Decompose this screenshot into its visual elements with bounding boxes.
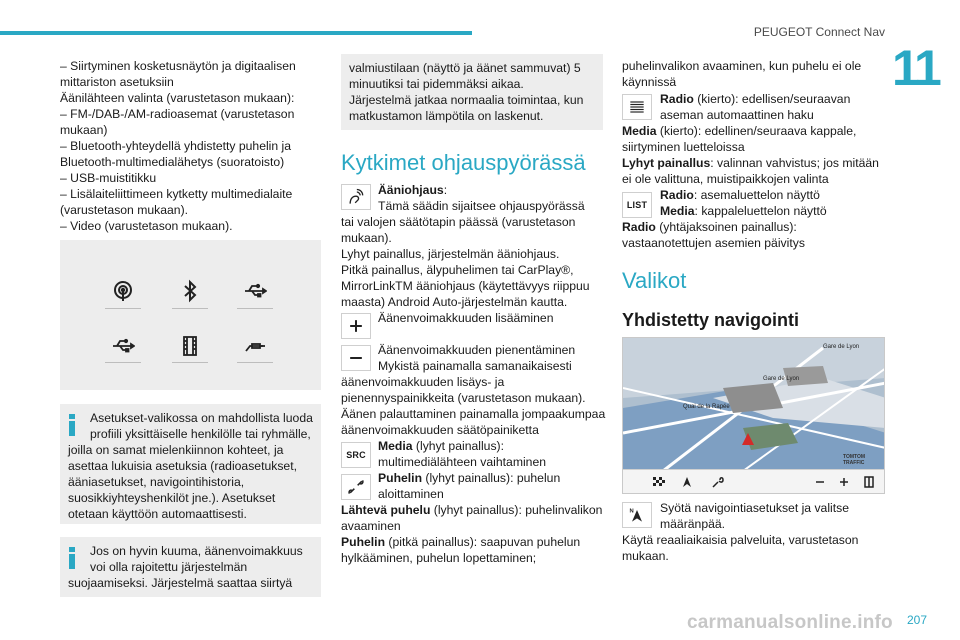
- voice-title: Ääniohjaus:: [378, 183, 448, 197]
- map-label: Gare de Lyon: [763, 376, 800, 382]
- text-line: määränpää.: [660, 517, 726, 531]
- text-line: vastaanotettujen asemien päivitys: [622, 236, 805, 250]
- text-line: mukaan.: [622, 549, 669, 563]
- page-number: 207: [907, 613, 928, 627]
- info-text: Jos on hyvin kuuma, äänenvoimakkuus: [90, 544, 303, 558]
- header-title: PEUGEOT Connect Nav: [753, 25, 885, 39]
- text-line: Äänen palauttaminen painamalla jompaakumpaa: [341, 407, 606, 421]
- text-line: Radio: asemaluettelon näyttö: [660, 188, 820, 202]
- subheading-connected-navigation: Yhdistetty navigointi: [622, 310, 800, 330]
- volume-up-key: [341, 313, 371, 339]
- chapter-number: 11: [892, 40, 939, 96]
- volume-up-text: Äänenvoimakkuuden lisääminen: [378, 311, 554, 325]
- text-line: Puhelin (pitkä painallus): saapuvan puhelun: [341, 535, 581, 549]
- phone-text: Puhelin (lyhyt painallus): puhelun: [378, 471, 561, 485]
- video-icon: [172, 328, 208, 364]
- text-line: mittariston asetuksiin: [60, 75, 174, 89]
- info-text: valmiustilaan (näyttö ja äänet sammuvat) 5: [349, 61, 581, 75]
- list-key: LIST: [622, 192, 652, 218]
- section-heading-menus: Valikot: [622, 268, 687, 293]
- divider: [237, 308, 273, 309]
- text-line: – FM-/DAB-/AM-radioasemat (varustetason: [60, 107, 295, 121]
- info-text: voi olla rajoitettu järjestelmän: [90, 560, 248, 574]
- divider: [172, 308, 208, 309]
- text-line: Äänilähteen valinta (varustetason mukaan):: [60, 91, 295, 105]
- text-line: Media (kierto): edellinen/seuraava kappale,: [622, 124, 857, 138]
- podcast-icon: [105, 273, 141, 309]
- info-text: suojaamiseksi. Järjestelmä saattaa siirtyä: [68, 576, 293, 590]
- phone-key: [341, 474, 371, 500]
- map-label: Quai de la Rapée: [683, 404, 730, 410]
- map-label: Gare de Lyon: [823, 344, 860, 350]
- aux-jack-icon: [237, 328, 273, 364]
- column-1: [60, 58, 324, 234]
- text-line: Mykistä painamalla samanaikaisesti: [378, 359, 572, 373]
- tomtom-traffic-logo: TOMTOM TRAFFIC: [843, 454, 866, 466]
- text-line: äänenvoimakkuuden säätöpainiketta: [341, 423, 539, 437]
- info-text: Järjestelmä jatkaa normaalia toimintaa, kun: [349, 93, 584, 107]
- text-line: (varustetason mukaan).: [60, 203, 189, 217]
- info-text: Asetukset-valikossa on mahdollista luoda: [90, 411, 313, 425]
- text-line: hylkääminen, puhelun lopettaminen;: [341, 551, 537, 565]
- watermark: carmanualsonline.info: [687, 612, 893, 633]
- divider: [105, 308, 141, 309]
- thumbwheel-key: [622, 94, 652, 120]
- text-line: Pitkä painallus, älypuhelimen tai CarPlay®,: [341, 263, 574, 277]
- bluetooth-icon: [172, 273, 208, 309]
- text-line: pienennyspainikkeita (varustetason mukaan).: [341, 391, 586, 405]
- src-key: SRC: [341, 442, 371, 468]
- text-line: – Lisälaiteliittimeen kytketty multimedialaite: [60, 187, 293, 201]
- text-line: multimediälähteen vaihtaminen: [378, 455, 547, 469]
- text-line: Radio (yhtäjaksoinen painallus):: [622, 220, 797, 234]
- info-text: joilla on samat mielenkiinnon kohteet, ja: [68, 443, 284, 457]
- info-text: ääniasetukset, navigointihistoria,: [68, 475, 245, 489]
- text-line: äänenvoimakkuuden lisäys- ja: [341, 375, 505, 389]
- info-text: suosikkiyhteyshenkilöt jne.). Asetukset: [68, 491, 276, 505]
- divider: [237, 362, 273, 363]
- text-line: ei ole valittuna, muistipaikkojen valinta: [622, 172, 829, 186]
- text-line: Tämä säädin sijaitsee ohjauspyörässä: [378, 199, 585, 213]
- text-line: – Siirtyminen kosketusnäytön ja digitaalisen: [60, 59, 296, 73]
- nav-toolbar: [623, 469, 884, 493]
- text-line: Äänenvoimakkuuden pienentäminen: [378, 343, 576, 357]
- text-line: aloittaminen: [378, 487, 444, 501]
- text-line: Lähtevä puhelu (lyhyt painallus): puhelinvalikon: [341, 503, 603, 517]
- text-line: avaaminen: [341, 519, 401, 533]
- text-line: siirtyminen luetteloissa: [622, 140, 745, 154]
- text-line: mukaan): [60, 123, 108, 137]
- text-line: puhelinvalikon avaaminen, kun puhelu ei ole: [622, 59, 862, 73]
- info-icon: [69, 547, 75, 569]
- divider: [105, 362, 141, 363]
- text-line: maasta) Android Auto-järjestelmän kautta.: [341, 295, 568, 309]
- section-heading-steering-switches: Kytkimet ohjauspyörässä: [341, 150, 586, 175]
- info-box-continued: [341, 54, 603, 130]
- info-text: minuutiksi tai pidemmäksi aikaa.: [349, 77, 524, 91]
- volume-down-key: [341, 345, 371, 371]
- info-box-heat: [60, 537, 321, 597]
- navigation-key: [622, 502, 652, 528]
- text-line: Media: kappaleluettelon näyttö: [660, 204, 827, 218]
- text-line: – Video (varustetason mukaan).: [60, 219, 233, 233]
- map-graphic: [623, 338, 885, 471]
- navigation-map-screenshot: [622, 337, 885, 494]
- media-text: Media (lyhyt painallus):: [378, 439, 504, 453]
- usb-icon: [105, 328, 141, 364]
- text-line: Lyhyt painallus, järjestelmän ääniohjaus.: [341, 247, 560, 261]
- text-line: Lyhyt painallus: valinnan vahvistus; jos mitään: [622, 156, 879, 170]
- info-text: otetaan käyttöön automaattisesti.: [68, 507, 247, 521]
- voice-control-key: [341, 184, 371, 210]
- usb-icon: [237, 273, 273, 309]
- text-line: – Bluetooth-yhteydellä yhdistetty puhelin ja: [60, 139, 292, 153]
- text-line: tai valojen säätötapin päässä (varustetason: [341, 215, 576, 229]
- info-text: asettaa lukuisia asetuksia (radioasetukset,: [68, 459, 297, 473]
- audio-source-icons-panel: [60, 240, 321, 390]
- text-line: MirrorLinkTM ääniohjaus (käytettävyys riippuu: [341, 279, 590, 293]
- text-line: Käytä reaaliaikaisia palveluita, varustetason: [622, 533, 859, 547]
- text-line: – USB-muistitikku: [60, 171, 157, 185]
- info-text: matkustamon lämpötila on laskenut.: [349, 109, 544, 123]
- info-text: profiili yksittäiselle henkilölle tai ryhmälle,: [90, 427, 311, 441]
- text-line: aseman automaattinen haku: [660, 108, 814, 122]
- text-line: mukaan).: [341, 231, 392, 245]
- info-icon: [69, 414, 75, 436]
- text-line: Syötä navigointiasetukset ja valitse: [660, 501, 850, 515]
- text-line: Bluetooth-multimedialähetys (suoratoisto): [60, 155, 285, 169]
- svg-text:N: N: [629, 508, 634, 515]
- text-line: käynnissä: [622, 75, 677, 89]
- radio-text: Radio (kierto): edellisen/seuraavan: [660, 92, 851, 106]
- divider: [172, 362, 208, 363]
- nav-toolbar-icons: [623, 470, 885, 494]
- header-accent-bar: [0, 31, 472, 35]
- info-box-profiles: [60, 404, 321, 524]
